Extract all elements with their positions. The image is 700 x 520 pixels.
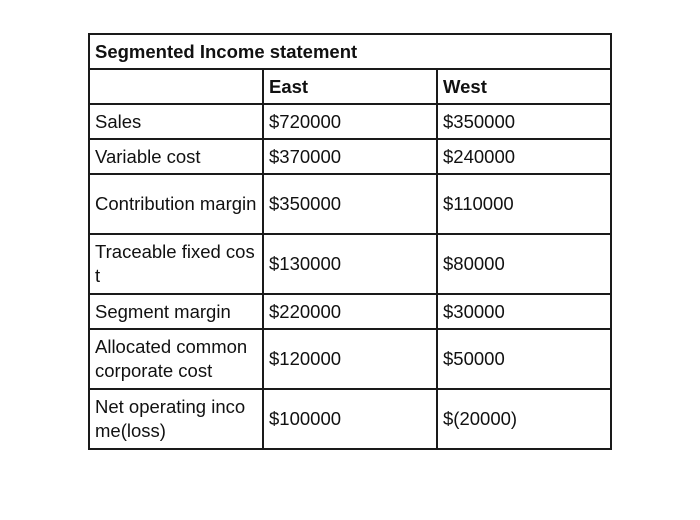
table-row-net-operating-income xyxy=(89,389,611,449)
header-east: East xyxy=(263,69,437,104)
row-label: Traceable fixed cost xyxy=(89,234,263,294)
table-row-traceable-fixed-cost xyxy=(89,234,611,294)
table-row-variable-cost xyxy=(89,139,611,174)
west-value: $80000 xyxy=(437,234,611,294)
header-west: West xyxy=(437,69,611,104)
title-row xyxy=(89,34,611,69)
east-value: $720000 xyxy=(263,104,437,139)
row-label: Segment margin xyxy=(89,294,263,329)
header-blank xyxy=(89,69,263,104)
row-label: Contribution margin xyxy=(89,174,263,234)
east-value: $130000 xyxy=(263,234,437,294)
west-value: $50000 xyxy=(437,329,611,389)
segmented-income-table xyxy=(88,33,612,450)
west-value: $350000 xyxy=(437,104,611,139)
row-label: Sales xyxy=(89,104,263,139)
west-value: $240000 xyxy=(437,139,611,174)
east-value: $370000 xyxy=(263,139,437,174)
east-value: $100000 xyxy=(263,389,437,449)
table-row-contribution-margin xyxy=(89,174,611,234)
table-row-segment-margin xyxy=(89,294,611,329)
east-value: $220000 xyxy=(263,294,437,329)
row-label: Allocated common corporate cost xyxy=(89,329,263,389)
table-row-sales xyxy=(89,104,611,139)
row-label: Net operating income(loss) xyxy=(89,389,263,449)
east-value: $350000 xyxy=(263,174,437,234)
east-value: $120000 xyxy=(263,329,437,389)
header-row xyxy=(89,69,611,104)
west-value: $(20000) xyxy=(437,389,611,449)
west-value: $110000 xyxy=(437,174,611,234)
table-title: Segmented Income statement xyxy=(89,34,611,69)
row-label: Variable cost xyxy=(89,139,263,174)
table-row-allocated-corporate-cost xyxy=(89,329,611,389)
west-value: $30000 xyxy=(437,294,611,329)
